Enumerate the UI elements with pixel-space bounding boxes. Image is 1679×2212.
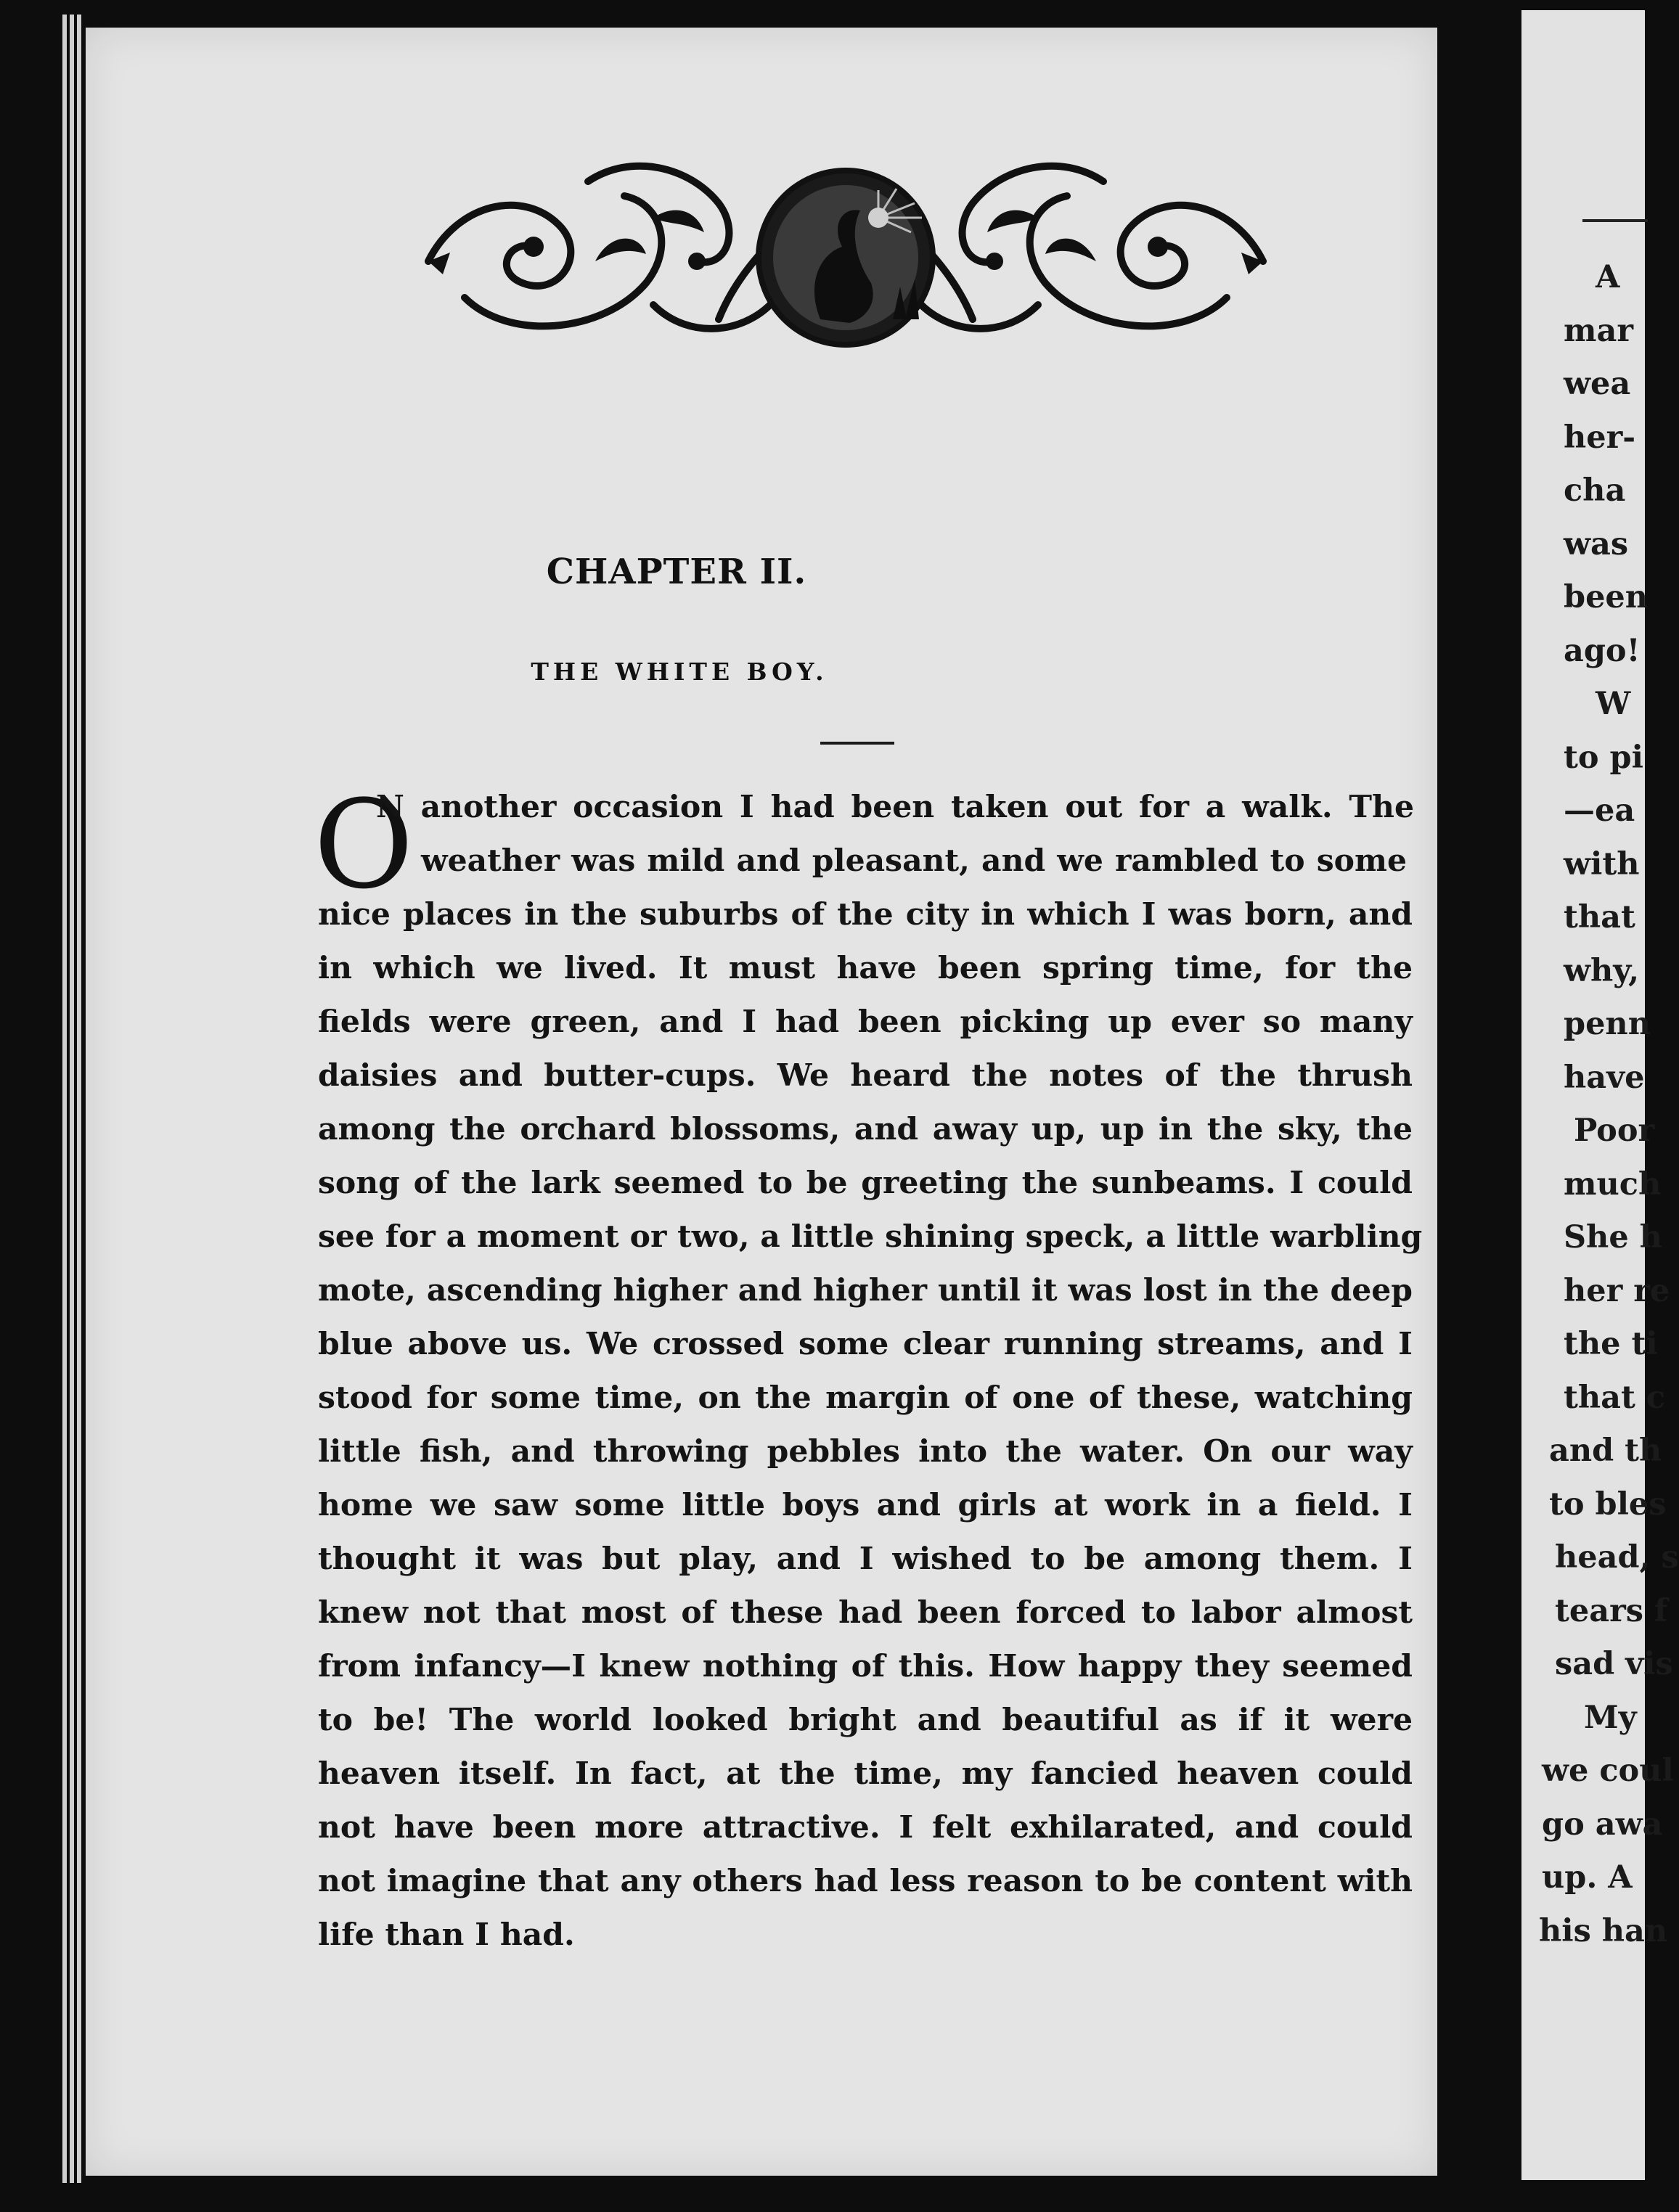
fragment: —ea bbox=[1564, 792, 1635, 829]
text-line: N another occasion I had been taken out for a walk. The bbox=[376, 789, 1414, 825]
fragment: Poor bbox=[1574, 1113, 1655, 1149]
text-line: thought it was but play, and I wished to be among them. I bbox=[318, 1541, 1413, 1577]
text-line: little fish, and throwing pebbles into the water. On our way bbox=[318, 1433, 1413, 1470]
fragment: his han bbox=[1539, 1912, 1668, 1949]
fragment: wea bbox=[1564, 366, 1631, 402]
fragment: with bbox=[1564, 845, 1640, 882]
fragment: much bbox=[1564, 1166, 1662, 1203]
text-line: song of the lark seemed to be greeting the sunbeams. I could bbox=[318, 1165, 1413, 1201]
fragment: tears f bbox=[1555, 1592, 1668, 1629]
page-edge bbox=[70, 15, 74, 2183]
fragment: that bbox=[1564, 899, 1635, 935]
fragment: ago! bbox=[1564, 632, 1641, 669]
text-line: heaven itself. In fact, at the time, my fancied heaven could bbox=[318, 1756, 1413, 1792]
fragment: the ti bbox=[1564, 1326, 1658, 1362]
text-line: weather was mild and pleasant, and we rambled to some bbox=[421, 843, 1407, 879]
fragment: sad vis bbox=[1555, 1646, 1673, 1682]
text-line: daisies and butter-cups. We heard the notes of the thrush bbox=[318, 1057, 1413, 1094]
fragment: cha bbox=[1564, 472, 1626, 509]
fragment: been bbox=[1564, 579, 1649, 615]
fragment: mar bbox=[1564, 312, 1634, 349]
text-line-last: life than I had. bbox=[318, 1917, 575, 1953]
text-line: blue above us. We crossed some clear running streams, and I bbox=[318, 1326, 1413, 1362]
chapter-subtitle: THE WHITE BOY. bbox=[531, 658, 828, 686]
fragment: head, s bbox=[1555, 1539, 1679, 1576]
fragment: her- bbox=[1564, 419, 1636, 456]
text-line: fields were green, and I had been picking up ever so many bbox=[318, 1004, 1413, 1040]
chapter-ornament-icon bbox=[414, 138, 1278, 370]
fragment: was bbox=[1564, 525, 1629, 562]
text-line: not imagine that any others had less reason to be content with bbox=[318, 1863, 1413, 1899]
fragment: penn bbox=[1564, 1006, 1651, 1042]
fragment: She h bbox=[1564, 1219, 1662, 1255]
text-line: to be! The world looked bright and beautiful as if it were bbox=[318, 1702, 1413, 1738]
fragment: have bbox=[1564, 1059, 1645, 1096]
text-line: not have been more attractive. I felt exhilarated, and could bbox=[318, 1809, 1413, 1846]
text-line: from infancy—I knew nothing of this. How happy they seemed bbox=[318, 1648, 1413, 1684]
facing-page-text bbox=[1539, 251, 1679, 1958]
fragment: and th bbox=[1549, 1433, 1662, 1469]
facing-page bbox=[1521, 10, 1679, 2180]
fragment: her re bbox=[1564, 1272, 1670, 1309]
text-line: among the orchard blossoms, and away up, up in the sky, the bbox=[318, 1111, 1413, 1147]
facing-page-rule bbox=[1582, 219, 1648, 222]
text-line: stood for some time, on the margin of one of these, watching bbox=[318, 1380, 1413, 1416]
text-line: in which we lived. It must have been spring time, for the bbox=[318, 950, 1413, 986]
chapter-divider bbox=[820, 742, 894, 745]
fragment: A bbox=[1596, 259, 1620, 295]
fragment: My bbox=[1584, 1699, 1637, 1736]
fragment: we coul bbox=[1542, 1753, 1674, 1789]
fragment: to bles bbox=[1549, 1486, 1667, 1523]
text-line: mote, ascending higher and higher until it was lost in the deep bbox=[318, 1272, 1413, 1308]
text-line: see for a moment or two, a little shining speck, a little warbling bbox=[318, 1218, 1423, 1255]
fragment: up. A bbox=[1542, 1859, 1633, 1896]
fragment: that c bbox=[1564, 1379, 1666, 1416]
fragment: to pi bbox=[1564, 739, 1643, 776]
page-edge bbox=[62, 15, 67, 2183]
chapter-heading: CHAPTER II. bbox=[546, 552, 807, 592]
text-line: nice places in the suburbs of the city in which I was born, and bbox=[318, 896, 1413, 933]
text-line: knew not that most of these had been forced to labor almost bbox=[318, 1594, 1413, 1631]
fragment: why, bbox=[1564, 952, 1640, 989]
fragment: W bbox=[1596, 686, 1631, 722]
text-line: home we saw some little boys and girls at work in a field. I bbox=[318, 1487, 1413, 1523]
page-edge bbox=[77, 15, 81, 2183]
fragment: go awa bbox=[1542, 1806, 1663, 1843]
drop-cap: O bbox=[314, 774, 414, 916]
